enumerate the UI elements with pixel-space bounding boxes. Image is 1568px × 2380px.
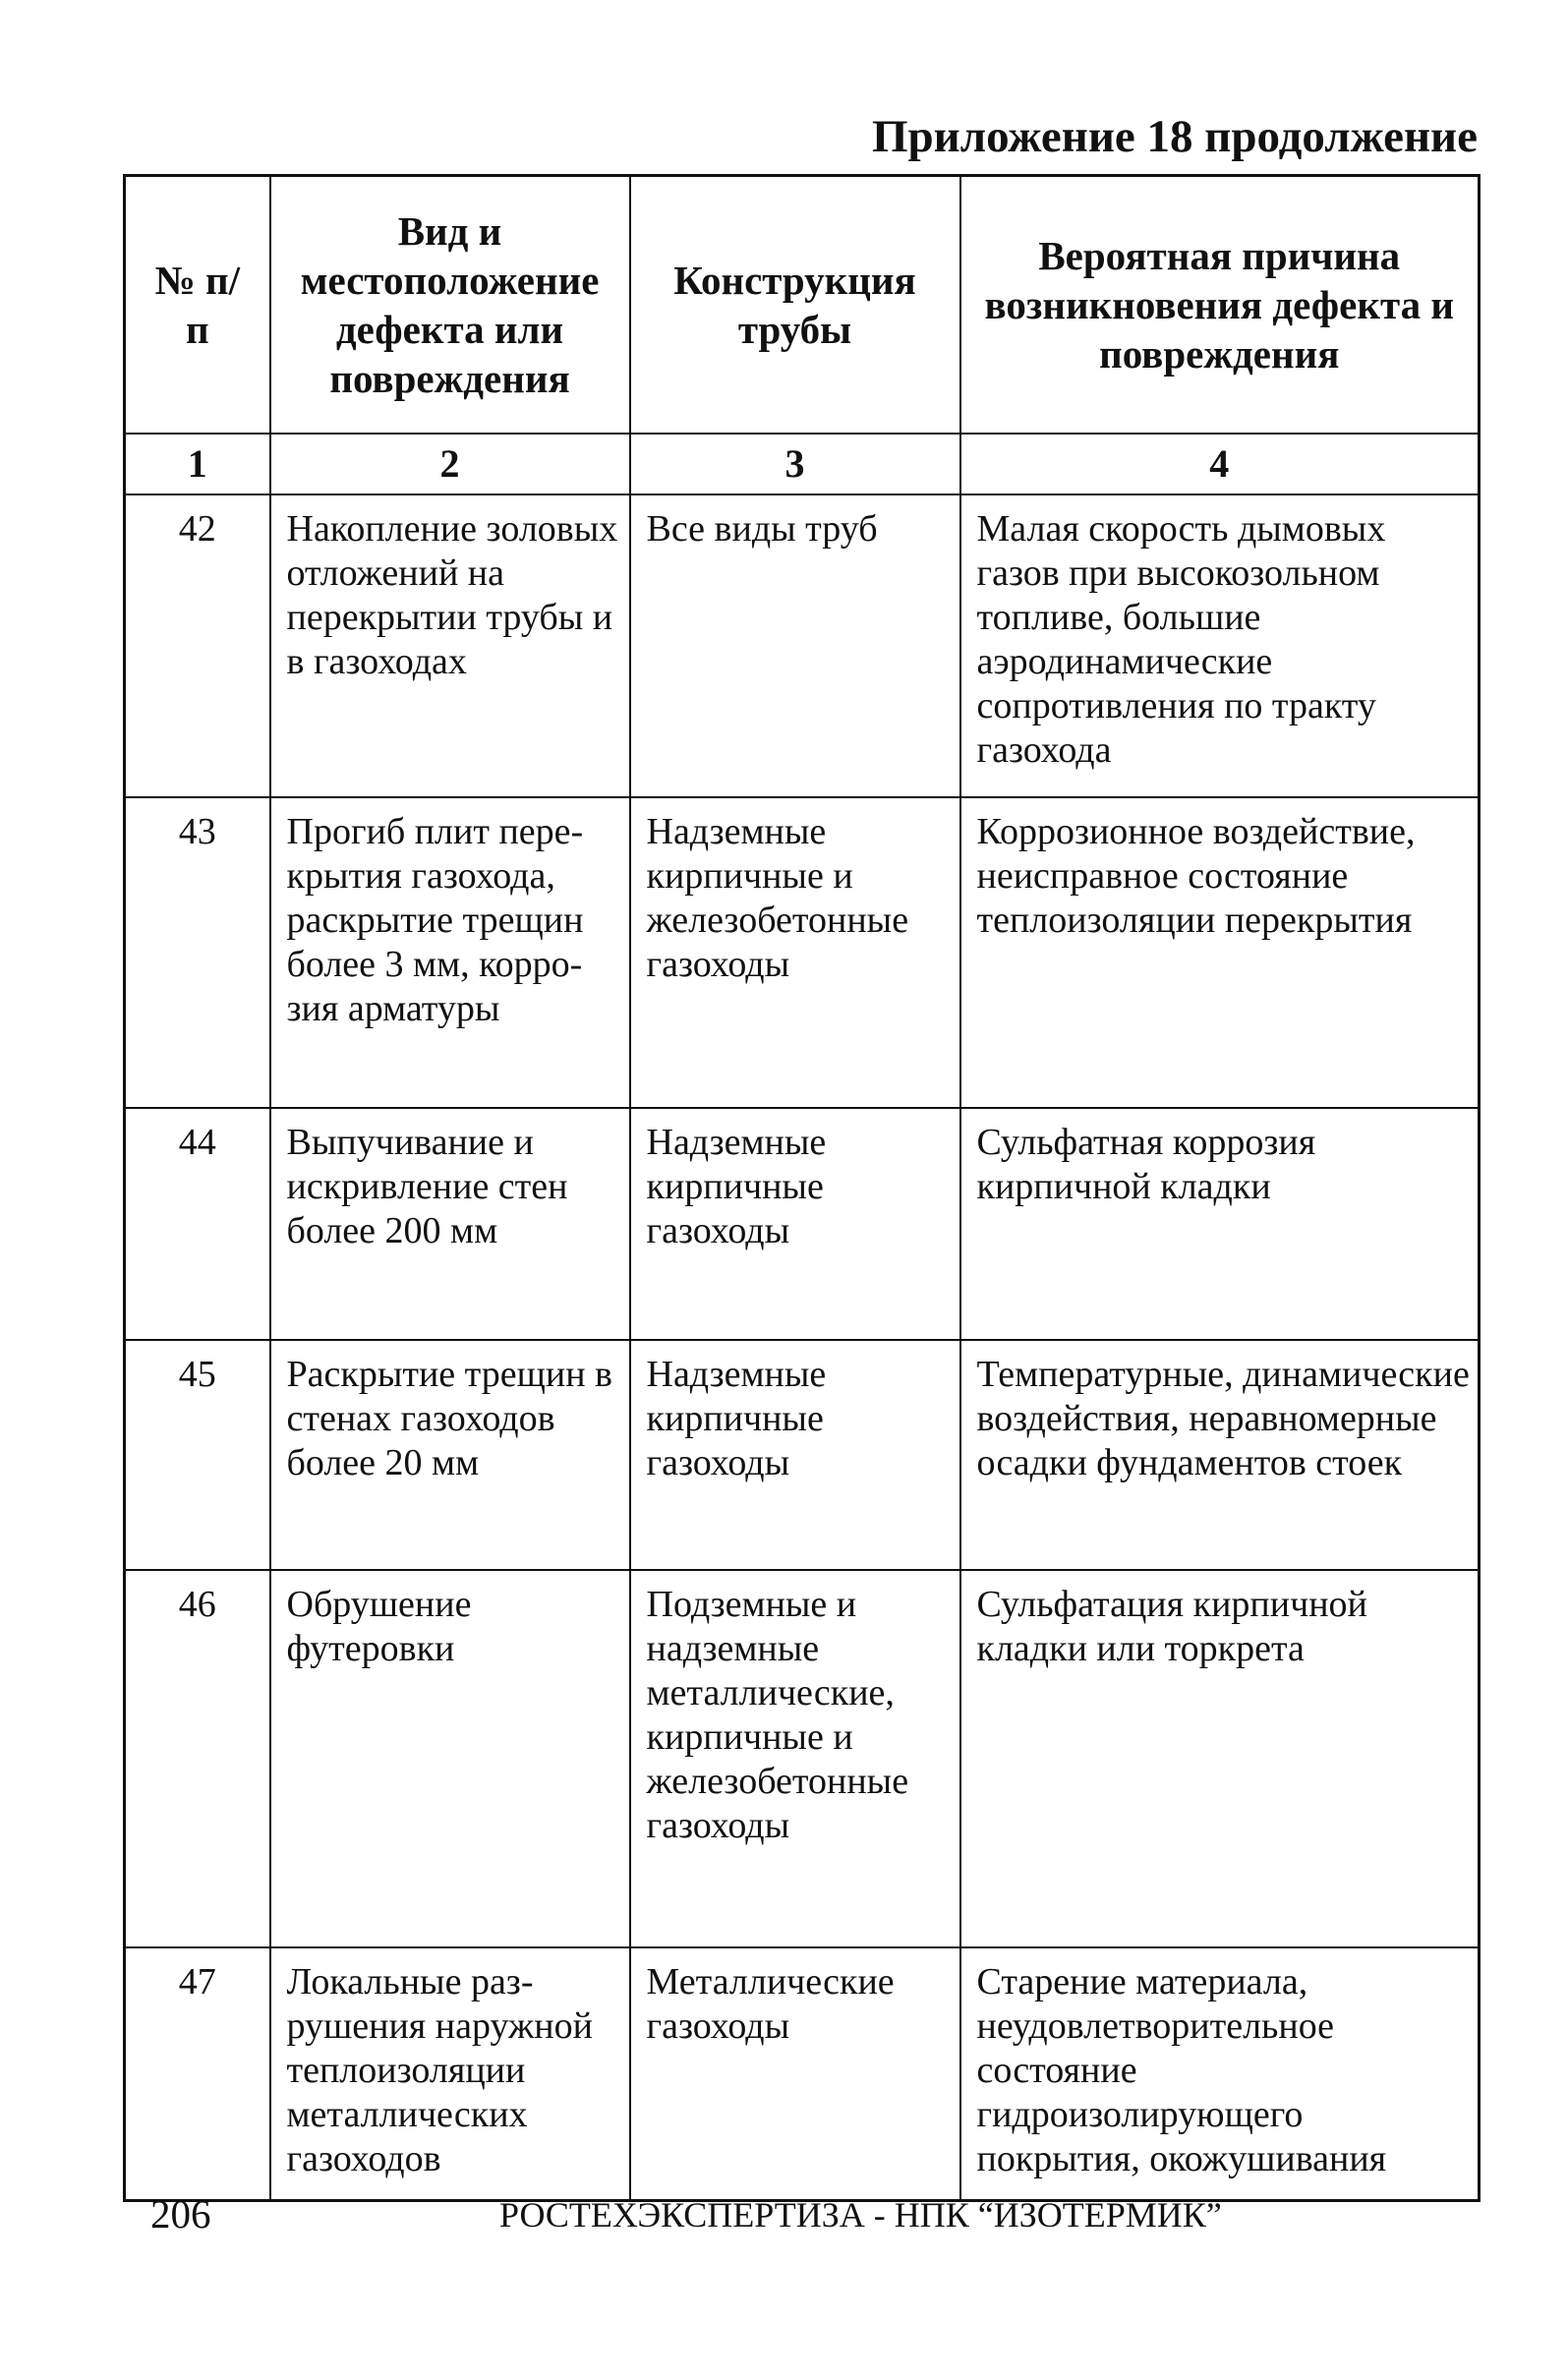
- cause-cell: Малая скорость дымовых газов при высокозольном топливе, большие аэродинамические сопротивления по тракту газохода: [960, 494, 1480, 797]
- table-row: [125, 797, 1480, 1108]
- table-row: [125, 1570, 1480, 1947]
- construction-cell: Металлические газоходы: [630, 1947, 960, 2201]
- defects-table: [123, 174, 1481, 2202]
- page-number: 206: [150, 2191, 211, 2236]
- column-numbering-row: [125, 434, 1480, 494]
- table-header-row: [125, 176, 1480, 434]
- row-number: 42: [125, 494, 270, 797]
- construction-cell: Надземные кирпичные и железобетонные газоходы: [630, 797, 960, 1108]
- publisher-footer: РОСТЕХЭКСПЕРТИЗА - НПК “ИЗОТЕРМИК”: [499, 2195, 1222, 2235]
- defect-cell: Выпучивание и искривление стен более 200 мм: [270, 1108, 630, 1340]
- row-number: 45: [125, 1340, 270, 1570]
- header-construction: Конструкция трубы: [630, 176, 960, 434]
- defect-cell: Обрушение футеровки: [270, 1570, 630, 1947]
- construction-cell: Все виды труб: [630, 494, 960, 797]
- defect-cell: Раскрытие трещин в стенах газоходов более 20 мм: [270, 1340, 630, 1570]
- column-number-2: 2: [270, 434, 630, 494]
- cause-cell: Сульфатация кирпичной кладки или торкрета: [960, 1570, 1480, 1947]
- header-defect: Вид и местоположение дефекта или повреждения: [270, 176, 630, 434]
- defect-cell: Накопление золовых отложений на перекрытии трубы и в газоходах: [270, 494, 630, 797]
- defect-cell: Прогиб плит пере-крытия газохода, раскрытие трещин более 3 мм, корро-зия арматуры: [270, 797, 630, 1108]
- construction-cell: Подземные и надземные металлические, кирпичные и железобетонные газоходы: [630, 1570, 960, 1947]
- row-number: 47: [125, 1947, 270, 2201]
- cause-cell: Коррозионное воздействие, неисправное состояние теплоизоляции перекрытия: [960, 797, 1480, 1108]
- construction-cell: Надземные кирпичные газоходы: [630, 1108, 960, 1340]
- cause-cell: Температурные, динамические воздействия, неравномерные осадки фундаментов стоек: [960, 1340, 1480, 1570]
- header-number: № п/п: [125, 176, 270, 434]
- row-number: 43: [125, 797, 270, 1108]
- row-number: 44: [125, 1108, 270, 1340]
- cause-cell: Старение материала, неудовлетворительное состояние гидроизолирующего покрытия, окожушивания: [960, 1947, 1480, 2201]
- column-number-4: 4: [960, 434, 1480, 494]
- header-cause: Вероятная причина возникновения дефекта и повреждения: [960, 176, 1480, 434]
- table-row: [125, 494, 1480, 797]
- row-number: 46: [125, 1570, 270, 1947]
- cause-cell: Сульфатная коррозия кирпичной кладки: [960, 1108, 1480, 1340]
- construction-cell: Надземные кирпичные газоходы: [630, 1340, 960, 1570]
- defect-cell: Локальные раз-рушения наружной теплоизоляции металлических газоходов: [270, 1947, 630, 2201]
- table-row: [125, 1947, 1480, 2201]
- column-number-1: 1: [125, 434, 270, 494]
- appendix-title: Приложение 18 продолжение: [871, 111, 1478, 162]
- table-row: [125, 1340, 1480, 1570]
- table-row: [125, 1108, 1480, 1340]
- column-number-3: 3: [630, 434, 960, 494]
